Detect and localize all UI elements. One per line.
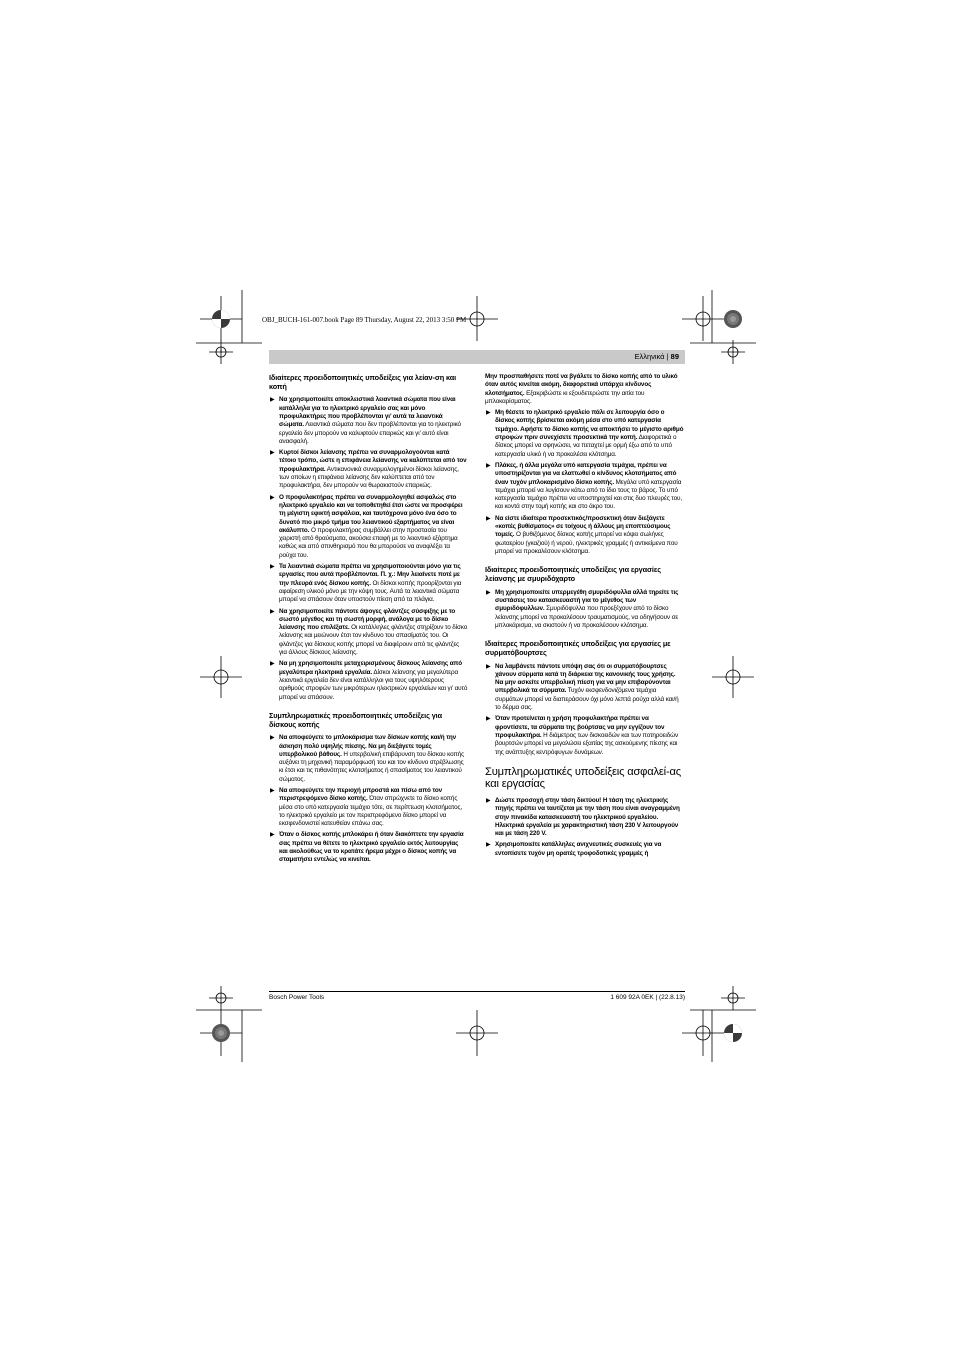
bullet-body-text: Εξακριβώστε κι εξουδετερώστε την αιτία του μπλοκαρίσματος.: [485, 389, 645, 405]
crosshair-mark-top-right: [682, 296, 724, 341]
bullet-arrow-icon: ▶: [486, 515, 491, 522]
section-heading: Ιδιαίτερες προειδοποιητικές υποδείξεις για εργασίες με συρματόβουρτσες: [485, 639, 671, 658]
bullet-arrow-icon: ▶: [270, 397, 275, 404]
section-heading: Ιδιαίτερες προειδοποιητικές υποδείξεις για λείαν-ση και κοπή: [269, 373, 457, 392]
crosshair-mark-right-upper: [721, 340, 745, 364]
bullet-arrow-icon: ▶: [270, 564, 275, 571]
left-column: [269, 373, 468, 868]
print-slug: OBJ_BUCH-161-007.book Page 89 Thursday, August 22, 2013 3:50 PM: [262, 316, 467, 324]
registration-target-bottom-right: [724, 1024, 742, 1042]
bullet-bold-text: Πλάκες, ή άλλα μεγάλα υπό κατεργασία τεμάχια, πρέπει να υποστηρίζονται για να ελαττωθεί ο κίνδυνος κλοτσήματος από έναν τυχόν μπλοκαρισμένο δίσκο κοπής.: [495, 461, 677, 486]
crosshair-mark-right-lower: [721, 986, 745, 1010]
bullet-body-text: Λειαντικά σώματα που δεν προβλέπονται για το ηλεκτρικό εργαλείο δεν μπορούν να καλυφτούν επαρκώς και γι’ αυτό είναι ανασφαλή.: [279, 421, 461, 445]
bullet-arrow-icon: ▶: [270, 450, 275, 457]
bullet-bold-text: Να χρησιμοποιείτε αποκλειστικά λειαντικά σώματα που είναι κατάλληλα για το ηλεκτρικό εργαλείο σας και μόνο προφυλακτήρες που προβλέπονται γι’ αυτά τα λειαντικά σώματα.: [279, 396, 456, 429]
page-number: 89: [670, 352, 679, 361]
bullet-arrow-icon: ▶: [270, 608, 275, 615]
bullet-item: [269, 494, 468, 560]
bullet-bold-text: Όταν προτείνεται η χρήση προφυλακτήρα πρέπει να φροντίσετε, τα σύρματα της βούρτσας να μην εγγίζουν τον προφυλακτήρα.: [495, 715, 665, 739]
bullet-arrow-icon: ▶: [486, 410, 491, 417]
section-heading: Συμπληρωματικές υποδείξεις ασφαλεί-ας και εργασίας: [485, 765, 681, 791]
bullet-arrow-icon: ▶: [270, 832, 275, 839]
continued-paragraph: [485, 373, 684, 406]
bullet-arrow-icon: ▶: [270, 494, 275, 501]
bullet-item: [269, 396, 468, 446]
bullet-bold-text: Να αποφεύγετε την περιοχή μπροστά και πίσω από τον περιστρεφόμενο δίσκο κοπής.: [279, 786, 443, 803]
bullet-item: [485, 797, 684, 838]
bullet-body-text: Οι δίσκοι κοπής προορίζονται για αφαίρεση υλικού μόνο με την κόψη τους. Αυτά τα λειαντικά σώματα μπορεί να σπάσουν όταν υποστούν πίεση από τα πλάγια.: [279, 579, 462, 604]
bullet-body-text: Τυχόν εκσφενδονιζόμενα τεμάχια συρμάτων μπορεί να διαπεράσουν όχι μόνο λεπτά ρούχα αλλά και/ή το δέρμα σας.: [495, 687, 679, 712]
bullet-bold-text: Ο προφυλακτήρας πρέπει να συναρμολογηθεί ασφαλώς στο ηλεκτρικό εργαλείο και να τοποθετηθεί έτσι ώστε να προσφέρει τη μέγιστη εφικτή ασφάλεια, και ταυτόχρονα μόνο ένα όσο το δυνατό πιο μικρό τμήμα του λειαντικού εξαρτήματος να είναι ακάλυπτο.: [279, 493, 463, 534]
header-language: Ελληνικά: [634, 352, 665, 361]
bullet-item: [269, 660, 468, 701]
bullet-arrow-icon: ▶: [486, 663, 491, 670]
bullet-item: [269, 734, 468, 784]
registration-target-top-right: [724, 310, 742, 328]
footer-rule: [269, 991, 685, 992]
bullet-item: [269, 787, 468, 828]
registration-target-bottom-left: [212, 1024, 230, 1042]
bullet-arrow-icon: ▶: [486, 797, 491, 804]
page-header-bar: [269, 350, 685, 364]
crosshair-mark-left-lower: [209, 986, 233, 1010]
bullet-bold-text: Να αποφεύγετε το μπλοκάρισμα των δίσκων κοπής και/ή την άσκηση πολύ υψηλής πίεσης. Να μη διεξάγετε τομές υπερβολικού βάθους.: [279, 734, 457, 758]
bullet-body-text: Δίσκοι λείανσης για μεγαλύτερα λειαντικά εργαλεία δεν είναι κατάλληλοι για τους υψηλότερους αριθμούς στροφών των μικρότερων ηλεκτρικών εργαλείων και γι’ αυτό μπορεί να σπάσουν.: [279, 668, 468, 701]
bullet-body-text: Ο βυθιζόμενος δίσκος κοπής μπορεί να κόψει σωλήνες φωταερίου (γκαζιού) ή νερού, ηλεκτρικές γραμμές ή αντικείμενα που μπορεί να προκαλέσουν κλότσημα.: [495, 531, 678, 555]
bullet-bold-text: Μην προσπαθήσετε ποτέ να βγάλετε το δίσκο κοπής από το υλικό όταν αυτός κινείται ακόμη, διαφορετικά υπάρχει κίνδυνος κλοτσήματος.: [485, 373, 678, 397]
bullet-item: [269, 608, 468, 658]
bullet-item: [485, 589, 684, 630]
bullet-body-text: Οι κατάλληλες φλάντζες στηρίζουν το δίσκο λείανσης και μειώνουν έτσι τον κίνδυνο του σπασίματός του. Οι φλάντζες για δίσκους κοπής μπορεί να διαφέρουν από τις φλάντζες για άλλους δίσκους λείανσης.: [279, 624, 468, 657]
bullet-arrow-icon: ▶: [270, 787, 275, 794]
right-column: [485, 373, 684, 861]
bullet-item: [485, 409, 684, 459]
bullet-bold-text: Κυρτοί δίσκοι λείανσης πρέπει να συναρμολογούνται κατά τέτοιο τρόπο, ώστε η επιφάνεια λείανσης να καλύπτεται από τον προφυλακτήρα.: [279, 449, 467, 473]
crosshair-mark-bottom-right: [682, 1010, 724, 1056]
bullet-arrow-icon: ▶: [270, 661, 275, 668]
bullet-body-text: Διαφορετικά ο δίσκος μπορεί να σφηνώσει, να πεταχτεί με ορμή έξω από το υπό κατεργασία υλικό ή να προκαλέσει κλότσημα.: [495, 434, 677, 458]
page-header: Ελληνικά | 89: [634, 352, 679, 361]
bullet-item: [269, 449, 468, 490]
footer-doc-id: 1 609 92A 0EK | (22.8.13): [610, 994, 685, 1001]
bullet-body-text: Η διάμετρος των δισκοειδών και των ποτηροειδών βουρτσών μπορεί να μεγαλώσει εξαιτίας της ασκούμενης πίεσης και της ανάπτυξης κεντρόφυγων δυνάμεων.: [495, 731, 678, 756]
bullet-body-text: Όταν σπρώχνετε το δίσκο κοπής μέσα στο υπό κατεργασία τεμάχιο τότε, σε περίπτωση κλοτσήματος, το ηλεκτρικό εργαλείο με τον περιστρεφόμενο δίσκο μπορεί να εκσφενδονιστεί κατευθείαν επάνω σας.: [279, 795, 463, 828]
footer-publisher: Bosch Power Tools: [269, 994, 325, 1001]
bullet-body-text: Η υπερβολική επιβάρυνση του δίσκου κοπής αυξάνει τη μηχανική παραμόρφωσή του και τον κίνδυνο στρέβλωσης κι έτσι και τις πιθανότητες κλοτσήματος ή σπασίματος του λειαντικού σώματος.: [279, 750, 465, 783]
bullet-bold-text: Να χρησιμοποιείτε πάντοτε άψογες φλάντζες σύσφιξης με το σωστό μέγεθος και τη σωστή μορφή, ανάλογα με το δίσκο λείανσης που επιλέξατε.: [279, 607, 456, 632]
bullet-bold-text: Να λαμβάνετε πάντοτε υπόψη σας ότι οι συρματόβουρτσες χάνουν σύρματα κατά τη διάρκεια της κανονικής τους χρήσης. Να μην ασκείτε υπερβολική πίεση για να μην επιβαρύνονται υπερβολικά τα σύρματα.: [495, 662, 676, 695]
bullet-bold-text: Χρησιμοποιείτε κατάλληλες ανιχνευτικές συσκευές για να εντοπίσετε τυχόν μη ορατές τροφοδοτικές γραμμές ή: [495, 841, 662, 857]
bullet-arrow-icon: ▶: [486, 716, 491, 723]
bullet-bold-text: Τα λειαντικά σώματα πρέπει να χρησιμοποιούνται μόνο για τις εργασίες που αυτά προβλέπονται. Π. χ.: Μην λειαίνετε ποτέ με την πλευρά ενός δίσκου κοπής.: [279, 563, 461, 587]
section-heading: Συμπληρωματικές προειδοποιητικές υποδείξεις για δίσκους κοπής: [269, 710, 442, 729]
bullet-arrow-icon: ▶: [270, 735, 275, 742]
bullet-body-text: Μεγάλα υπό κατεργασία τεμάχια μπορεί να λυγίσουν κάτω από το ίδιο τους το βάρος. Το υπό κατεργασία τεμάχιο πρέπει να υποστηριχτεί και στις δυο πλευρές του, και κοντά στην τομή κοπής και στο άκρο του.: [495, 478, 682, 511]
bullet-item: [269, 563, 468, 604]
bullet-bold-text: Όταν ο δίσκος κοπής μπλοκάρει ή όταν διακόπτετε την εργασία σας πρέπει να θέτετε το ηλεκτρικό εργαλείο εκτός λειτουργίας και ακολούθως να το κρατάτε ήρεμα μέχρι ο δίσκος κοπής να σταματήσει εντελώς να κινείται.: [279, 831, 464, 864]
bullet-item: [485, 715, 684, 756]
registration-target-top-left: [212, 310, 230, 328]
bullet-item: [485, 841, 684, 858]
bullet-bold-text: Να μη χρησιμοποιείτε μεταχειρισμένους δίσκους λείανσης από μεγαλύτερα ηλεκτρικά εργαλεία.: [279, 660, 462, 676]
bullet-body-text: Ο προφυλακτήρας συμβάλλει στην προστασία του χειριστή από θραύσματα, ακούσια επαφή με το λειαντικό εξάρτημα καθώς και από σπινθηρισμό που θα μπορούσε να αναφλέξει τα ρούχα του.: [279, 526, 458, 559]
bullet-bold-text: Μη θέσετε το ηλεκτρικό εργαλείο πάλι σε λειτουργία όσο ο δίσκος κοπής βρίσκεται ακόμη μέσα στο υπό κατεργασία τεμάχιο. Αφήστε το δίσκο κοπής να αποκτήσει το μέγιστο αριθμό στροφών πριν συνεχίσετε προσεκτικά την κοπή.: [495, 409, 684, 442]
crosshair-mark-left-upper: [209, 340, 233, 364]
bullet-item: [269, 831, 468, 864]
bullet-arrow-icon: ▶: [486, 462, 491, 469]
bullet-item: [485, 663, 684, 713]
bullet-body-text: Αντικανονικά συναρμολογημένοι δίσκοι λείανσης, των οποίων η επιφάνεια λείανσης δεν καλύπτεται από τον προφυλακτήρα, δεν μπορούν να θωρακιστούν επαρκώς.: [279, 465, 459, 490]
crosshair-mark-right-mid: [712, 656, 754, 698]
bullet-arrow-icon: ▶: [486, 842, 491, 849]
bullet-bold-text: Δώστε προσοχή στην τάση δικτύου! Η τάση της ηλεκτρικής πηγής πρέπει να ταυτίζεται με την τάση που είναι αναγραμμένη στην πινακίδα κατασκευαστή του ηλεκτρικού εργαλείου. Ηλεκτρικά εργαλεία με χαρακτηριστική τάση 230 V λειτουργούν και με τάση 220 V.: [495, 796, 680, 838]
bullet-bold-text: Να είστε ιδιαίτερα προσεκτικός/προσεκτική όταν διεξάγετε «κοπές βυθίσματος» σε τοίχους ή άλλους μη εποπτεύσιμους τομείς.: [495, 514, 671, 539]
bullet-arrow-icon: ▶: [486, 589, 491, 596]
bullet-item: [485, 515, 684, 556]
bullet-bold-text: Μη χρησιμοποιείτε υπερμεγέθη σμυριδόφυλλα αλλά τηρείτε τις συστάσεις του κατασκευαστή για το μέγεθος των σμυριδόφυλλων.: [495, 588, 679, 613]
bullet-item: [485, 462, 684, 512]
crosshair-mark-bottom-center: [456, 1010, 498, 1056]
crosshair-mark-left-mid: [200, 656, 242, 698]
section-heading: Ιδιαίτερες προειδοποιητικές υποδείξεις για εργασίες λείανσης με σμυριδόχαρτο: [485, 565, 661, 584]
bullet-body-text: Σμυριδόφυλλα που προεξέχουν από το δίσκο λείανσης μπορεί να προκαλέσουν τραυματισμούς, να οδηγήσουν σε μπλοκάρισμα, να σκιστούν ή να προκαλέσουν κλότσημα.: [495, 605, 679, 629]
